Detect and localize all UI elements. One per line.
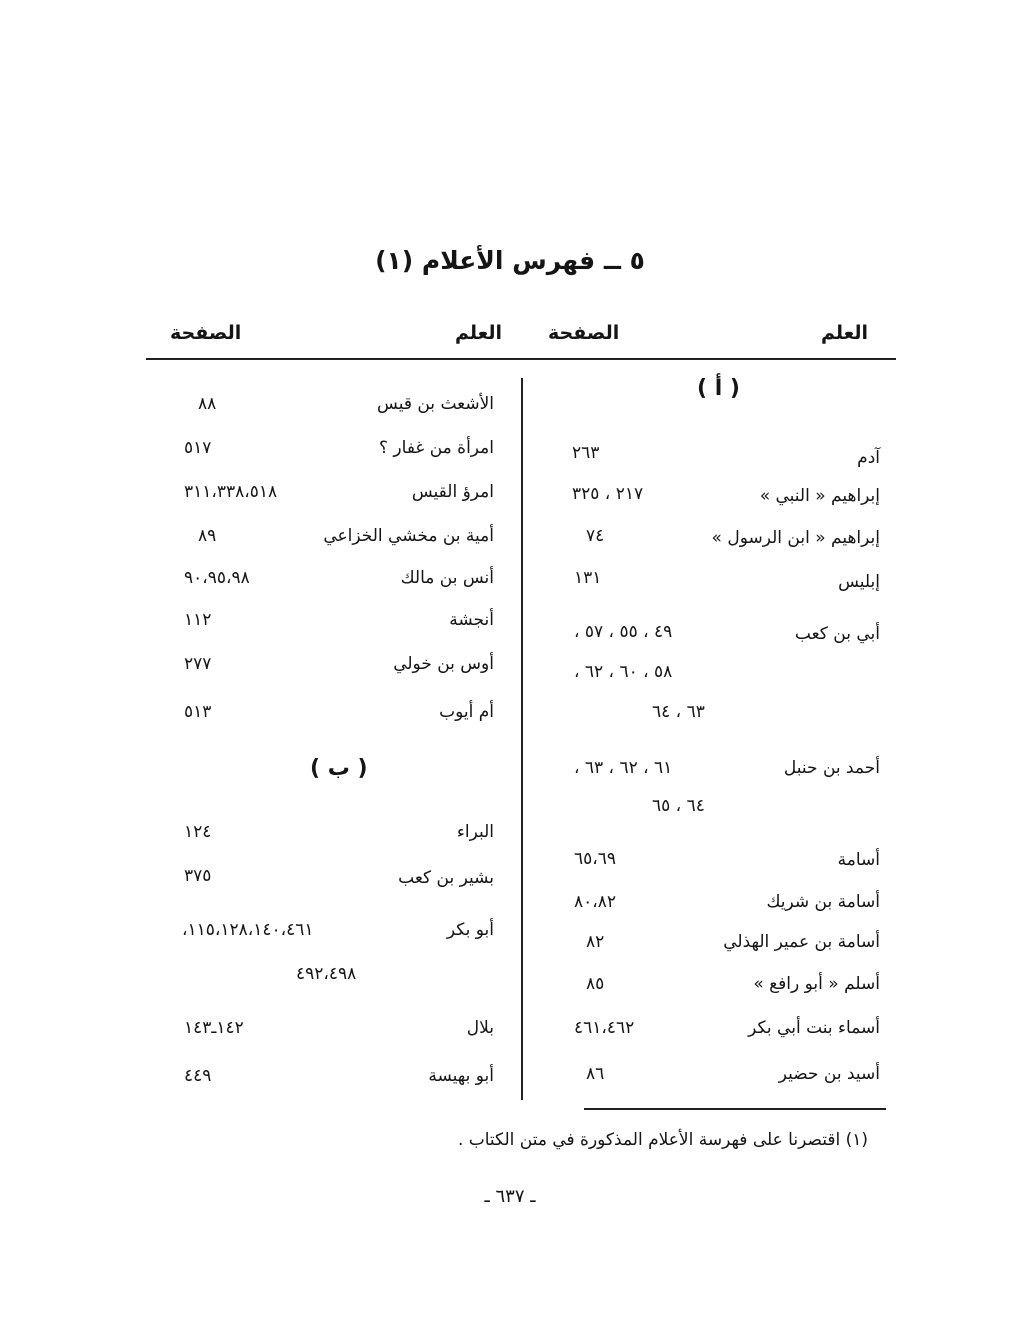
left-entry-pages: ٣١١،٣٣٨،٥١٨: [184, 482, 278, 502]
right-entry-name: أسامة: [837, 850, 880, 870]
right-entry-pages: ٢٦٣: [572, 443, 600, 463]
left-entry-pages: ١٤٢ـ١٤٣: [184, 1018, 244, 1038]
right-entry-pages: ٢١٧ ، ٣٢٥: [572, 484, 644, 504]
left-entry-name: أم أيوب: [439, 702, 494, 722]
left-entry-name: أوس بن خولي: [393, 654, 494, 674]
section-label-alif: ( أ ): [697, 376, 740, 401]
right-entry-pages: ٨٠،٨٢: [574, 892, 617, 912]
left-entry-pages: ١١٥،١٢٨،١٤٠،٤٦١،: [182, 920, 314, 940]
left-entry-name: أبو بكر: [446, 920, 494, 940]
page-title: ٥ ــ فهرس الأعلام (١): [375, 246, 645, 275]
left-entry-name: امرأة من غفار ؟: [379, 438, 494, 458]
right-entry-pages: ١٣١: [574, 568, 602, 588]
left-entry-name: أنس بن مالك: [400, 568, 494, 588]
left-entry-pages: ٢٧٧: [184, 654, 212, 674]
header-right-page: الصفحة: [548, 322, 620, 344]
right-entry-name: أسامة بن عمير الهذلي: [723, 932, 880, 952]
left-entry-name: البراء: [456, 822, 494, 842]
right-entry-pages: ٧٤: [586, 526, 605, 546]
right-entry-name: آدم: [857, 448, 880, 468]
left-entry-pages: ٤٤٩: [184, 1066, 212, 1086]
right-entry-pages: ٤٦١،٤٦٢: [574, 1018, 635, 1038]
left-entry-name: بشير بن كعب: [398, 868, 494, 888]
header-rule: [146, 358, 896, 360]
left-entry-pages: ١١٢: [184, 610, 212, 630]
right-entry-name: أحمد بن حنبل: [783, 758, 880, 778]
left-entry-pages: ٥١٧: [184, 438, 212, 458]
right-entry-pages: ٤٩ ، ٥٥ ، ٥٧ ،: [574, 622, 673, 642]
left-entry-name: بلال: [466, 1018, 494, 1038]
section-label-ba: ( ب ): [310, 756, 368, 781]
left-entry-name: أمية بن مخشي الخزاعي: [323, 526, 494, 546]
left-entry-pages: ١٢٤: [184, 822, 212, 842]
header-left-name: العلم: [455, 322, 503, 344]
header-right-name: العلم: [820, 322, 868, 344]
right-entry-name: أسماء بنت أبي بكر: [748, 1018, 880, 1038]
left-entry-pages: ٥١٣: [184, 702, 212, 722]
column-divider: [521, 378, 523, 1100]
left-entry-pages: ٩٠،٩٥،٩٨: [184, 568, 250, 588]
right-entry-pages: ٦٤ ، ٦٥: [652, 796, 705, 816]
right-entry-pages: ٦٣ ، ٦٤: [652, 702, 705, 722]
right-entry-name: إبليس: [838, 572, 880, 592]
footnote: (١) اقتصرنا على فهرسة الأعلام المذكورة في متن الكتاب .: [457, 1130, 868, 1150]
right-entry-name: إبراهيم « ابن الرسول »: [711, 528, 880, 548]
header-left-page: الصفحة: [170, 322, 242, 344]
left-entry-pages: ٨٩: [198, 526, 217, 546]
right-entry-name: أبي بن كعب: [794, 624, 880, 644]
left-entry-name: أبو بهيسة: [428, 1066, 494, 1086]
left-entry-name: الأشعث بن قيس: [377, 394, 494, 414]
left-entry-pages: ٣٧٥: [184, 866, 212, 886]
right-entry-name: أسلم « أبو رافع »: [753, 974, 880, 994]
right-entry-name: أسيد بن حضير: [778, 1064, 880, 1084]
right-entry-name: أسامة بن شريك: [766, 892, 880, 912]
left-entry-pages: ٤٩٢،٤٩٨: [296, 964, 357, 984]
left-entry-name: امرؤ القيس: [411, 482, 494, 502]
right-entry-pages: ٦٥،٦٩: [574, 849, 617, 869]
page-number: ـ ٦٣٧ ـ: [484, 1186, 536, 1207]
right-entry-pages: ٨٥: [586, 974, 605, 994]
right-entry-pages: ٦١ ، ٦٢ ، ٦٣ ،: [574, 758, 673, 778]
left-entry-pages: ٨٨: [198, 394, 217, 414]
right-entry-pages: ٨٦: [586, 1064, 605, 1084]
right-entry-pages: ٥٨ ، ٦٠ ، ٦٢ ،: [574, 662, 673, 682]
right-entry-name: إبراهيم « النبي »: [759, 486, 880, 506]
right-entry-pages: ٨٢: [586, 932, 605, 952]
left-entry-name: أنجشة: [449, 610, 494, 630]
footnote-rule: [584, 1108, 886, 1110]
